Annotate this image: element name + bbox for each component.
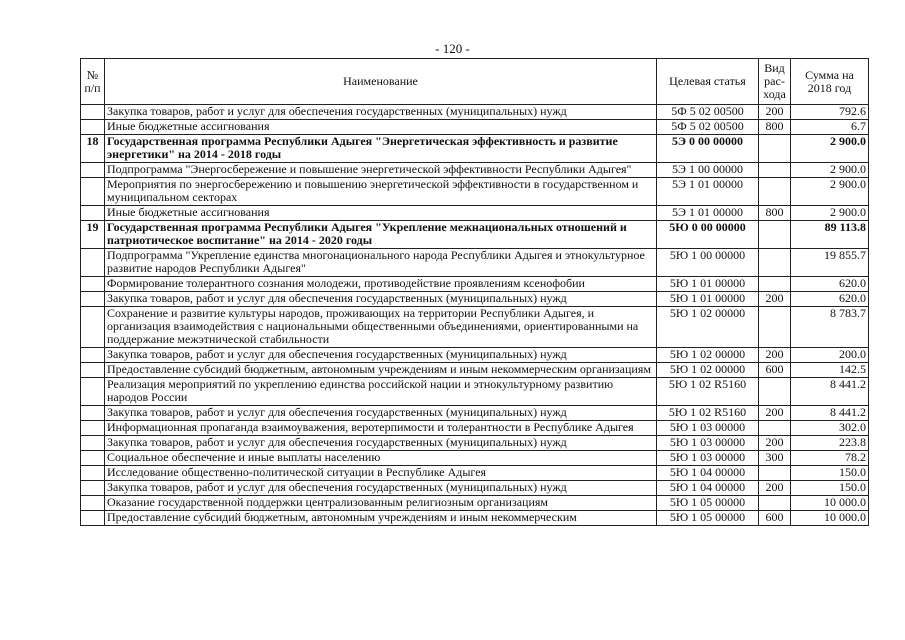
- cell-exp: [759, 249, 791, 277]
- cell-num: [81, 348, 105, 363]
- cell-exp: 200: [759, 348, 791, 363]
- table-row: [81, 120, 869, 135]
- cell-name: Иные бюджетные ассигнования: [105, 120, 657, 135]
- page-number: - 120 -: [435, 41, 470, 56]
- cell-name: Государственная программа Республики Адыгея "Укрепление межнациональных отношений и патриотическое воспитание" на 2014 - 2020 годы: [105, 221, 657, 249]
- cell-exp: 200: [759, 292, 791, 307]
- budget-table: [80, 58, 869, 526]
- cell-name: Закупка товаров, работ и услуг для обеспечения государственных (муниципальных) нужд: [105, 292, 657, 307]
- cell-code: 5Э 0 00 00000: [657, 135, 759, 163]
- table-row: [81, 307, 869, 348]
- cell-name: Мероприятия по энергосбережению и повышению энергетической эффективности в государственном и муниципальном секторах: [105, 178, 657, 206]
- cell-code: 5Ф 5 02 00500: [657, 105, 759, 120]
- cell-sum: 150.0: [791, 466, 869, 481]
- column-header-name: Наименование: [105, 59, 657, 105]
- cell-name: Закупка товаров, работ и услуг для обеспечения государственных (муниципальных) нужд: [105, 481, 657, 496]
- table-row: [81, 178, 869, 206]
- table-row: [81, 135, 869, 163]
- cell-code: 5Ю 1 03 00000: [657, 421, 759, 436]
- cell-code: 5Ю 1 02 R5160: [657, 406, 759, 421]
- cell-sum: 223.8: [791, 436, 869, 451]
- cell-exp: 800: [759, 120, 791, 135]
- cell-exp: [759, 178, 791, 206]
- cell-exp: 600: [759, 511, 791, 526]
- table-row: [81, 436, 869, 451]
- cell-name: Реализация мероприятий по укреплению единства российской нации и этнокультурному развитию народов России: [105, 378, 657, 406]
- cell-name: Закупка товаров, работ и услуг для обеспечения государственных (муниципальных) нужд: [105, 436, 657, 451]
- cell-code: 5Э 1 00 00000: [657, 163, 759, 178]
- cell-exp: [759, 496, 791, 511]
- cell-name: Закупка товаров, работ и услуг для обеспечения государственных (муниципальных) нужд: [105, 348, 657, 363]
- cell-sum: 142.5: [791, 363, 869, 378]
- cell-num: [81, 105, 105, 120]
- cell-exp: 200: [759, 436, 791, 451]
- cell-name: Подпрограмма "Энергосбережение и повышение энергетической эффективности Республики Адыгея": [105, 163, 657, 178]
- cell-sum: 2 900.0: [791, 135, 869, 163]
- table-row: [81, 511, 869, 526]
- cell-name: Предоставление субсидий бюджетным, автономным учреждениям и иным некоммерческим: [105, 511, 657, 526]
- cell-num: [81, 277, 105, 292]
- cell-num: 19: [81, 221, 105, 249]
- cell-sum: 2 900.0: [791, 163, 869, 178]
- cell-name: Подпрограмма "Укрепление единства многонационального народа Республики Адыгея и этнокультурное развитие народов Республики Адыгея": [105, 249, 657, 277]
- cell-sum: 19 855.7: [791, 249, 869, 277]
- cell-num: [81, 466, 105, 481]
- cell-sum: 8 441.2: [791, 378, 869, 406]
- column-header-exp: Вид рас-хода: [759, 59, 791, 105]
- cell-sum: 150.0: [791, 481, 869, 496]
- cell-exp: 300: [759, 451, 791, 466]
- cell-exp: [759, 421, 791, 436]
- cell-sum: 302.0: [791, 421, 869, 436]
- cell-code: 5Ю 1 01 00000: [657, 277, 759, 292]
- cell-code: 5Ф 5 02 00500: [657, 120, 759, 135]
- cell-num: 18: [81, 135, 105, 163]
- table-row: [81, 277, 869, 292]
- cell-sum: 792.6: [791, 105, 869, 120]
- cell-exp: 600: [759, 363, 791, 378]
- cell-num: [81, 481, 105, 496]
- cell-sum: 6.7: [791, 120, 869, 135]
- table-header-row: [81, 59, 869, 105]
- cell-num: [81, 436, 105, 451]
- table-row: [81, 249, 869, 277]
- cell-name: Исследование общественно-политической ситуации в Республике Адыгея: [105, 466, 657, 481]
- cell-sum: 10 000.0: [791, 511, 869, 526]
- cell-num: [81, 292, 105, 307]
- cell-code: 5Э 1 01 00000: [657, 206, 759, 221]
- cell-name: Иные бюджетные ассигнования: [105, 206, 657, 221]
- cell-num: [81, 307, 105, 348]
- cell-num: [81, 406, 105, 421]
- column-header-num: № п/п: [81, 59, 105, 105]
- cell-name: Закупка товаров, работ и услуг для обеспечения государственных (муниципальных) нужд: [105, 105, 657, 120]
- cell-name: Социальное обеспечение и иные выплаты населению: [105, 451, 657, 466]
- column-header-code: Целевая статья: [657, 59, 759, 105]
- cell-sum: 8 783.7: [791, 307, 869, 348]
- table-row: [81, 105, 869, 120]
- cell-num: [81, 378, 105, 406]
- table-row: [81, 421, 869, 436]
- cell-sum: 8 441.2: [791, 406, 869, 421]
- cell-sum: 10 000.0: [791, 496, 869, 511]
- table-row: [81, 348, 869, 363]
- cell-code: 5Ю 1 01 00000: [657, 292, 759, 307]
- cell-exp: 800: [759, 206, 791, 221]
- cell-num: [81, 421, 105, 436]
- cell-exp: 200: [759, 406, 791, 421]
- cell-num: [81, 249, 105, 277]
- cell-code: 5Ю 1 03 00000: [657, 451, 759, 466]
- cell-name: Предоставление субсидий бюджетным, автономным учреждениям и иным некоммерческим организациям: [105, 363, 657, 378]
- cell-name: Сохранение и развитие культуры народов, проживающих на территории Республики Адыгея, и организация взаимодействия с национальными общественными объединениями, ориентированными на поддержание межэтнической стабильности: [105, 307, 657, 348]
- cell-code: 5Ю 0 00 00000: [657, 221, 759, 249]
- cell-exp: [759, 378, 791, 406]
- table-row: [81, 466, 869, 481]
- table-row: [81, 378, 869, 406]
- cell-code: 5Ю 1 03 00000: [657, 436, 759, 451]
- cell-exp: [759, 221, 791, 249]
- cell-exp: [759, 277, 791, 292]
- cell-sum: 89 113.8: [791, 221, 869, 249]
- cell-sum: 620.0: [791, 292, 869, 307]
- cell-num: [81, 451, 105, 466]
- cell-code: 5Ю 1 05 00000: [657, 496, 759, 511]
- column-header-sum: Сумма на 2018 год: [791, 59, 869, 105]
- table-row: [81, 206, 869, 221]
- table-body: [81, 105, 869, 526]
- cell-num: [81, 496, 105, 511]
- cell-sum: 2 900.0: [791, 206, 869, 221]
- cell-num: [81, 511, 105, 526]
- cell-sum: 2 900.0: [791, 178, 869, 206]
- table-row: [81, 221, 869, 249]
- table-row: [81, 496, 869, 511]
- cell-num: [81, 206, 105, 221]
- cell-code: 5Ю 1 05 00000: [657, 511, 759, 526]
- cell-exp: 200: [759, 105, 791, 120]
- cell-sum: 78.2: [791, 451, 869, 466]
- cell-code: 5Ю 1 02 00000: [657, 307, 759, 348]
- table-row: [81, 481, 869, 496]
- cell-exp: [759, 466, 791, 481]
- cell-exp: [759, 307, 791, 348]
- cell-num: [81, 163, 105, 178]
- cell-sum: 200.0: [791, 348, 869, 363]
- table-row: [81, 292, 869, 307]
- cell-num: [81, 363, 105, 378]
- cell-num: [81, 120, 105, 135]
- cell-code: 5Ю 1 02 00000: [657, 363, 759, 378]
- cell-code: 5Ю 1 04 00000: [657, 481, 759, 496]
- cell-exp: [759, 135, 791, 163]
- cell-name: Закупка товаров, работ и услуг для обеспечения государственных (муниципальных) нужд: [105, 406, 657, 421]
- cell-code: 5Ю 1 02 00000: [657, 348, 759, 363]
- cell-exp: [759, 163, 791, 178]
- cell-name: Оказание государственной поддержки централизованным религиозным организациям: [105, 496, 657, 511]
- cell-name: Информационная пропаганда взаимоуважения, веротерпимости и толерантности в Республике Адыгея: [105, 421, 657, 436]
- table-row: [81, 163, 869, 178]
- cell-name: Формирование толерантного сознания молодежи, противодействие проявлениям ксенофобии: [105, 277, 657, 292]
- cell-exp: 200: [759, 481, 791, 496]
- table-row: [81, 406, 869, 421]
- cell-name: Государственная программа Республики Адыгея "Энергетическая эффективность и развитие энергетики" на 2014 - 2018 годы: [105, 135, 657, 163]
- table-row: [81, 363, 869, 378]
- cell-num: [81, 178, 105, 206]
- cell-sum: 620.0: [791, 277, 869, 292]
- cell-code: 5Ю 1 00 00000: [657, 249, 759, 277]
- cell-code: 5Ю 1 02 R5160: [657, 378, 759, 406]
- table-row: [81, 451, 869, 466]
- cell-code: 5Ю 1 04 00000: [657, 466, 759, 481]
- cell-code: 5Э 1 01 00000: [657, 178, 759, 206]
